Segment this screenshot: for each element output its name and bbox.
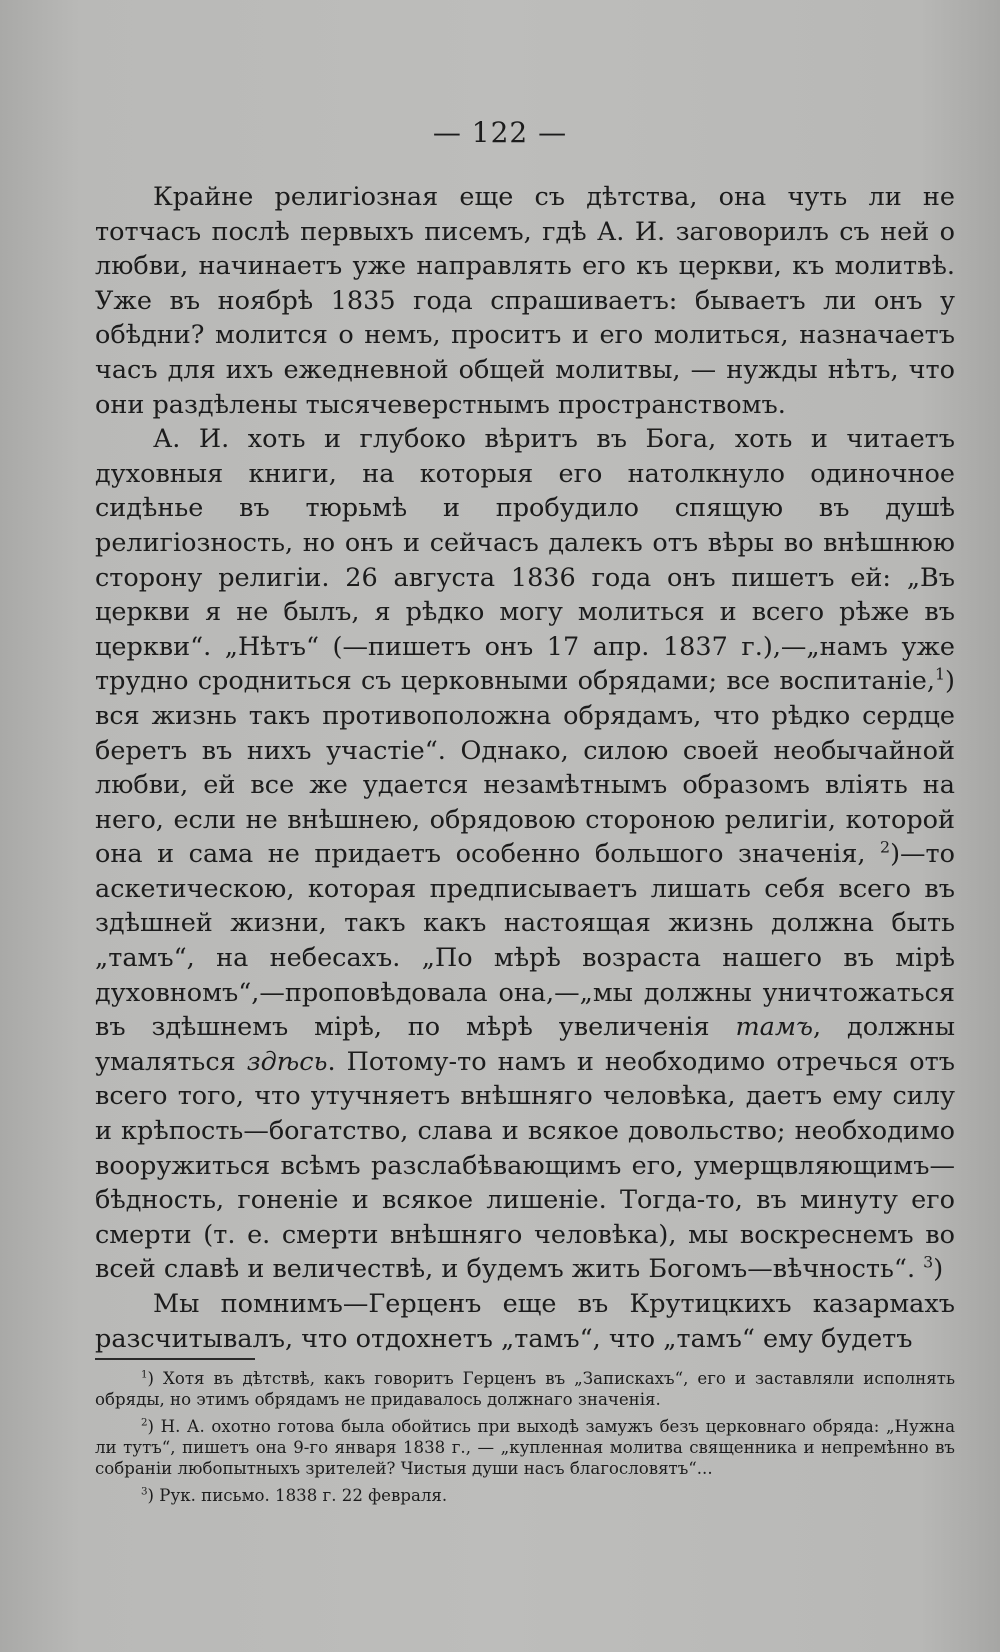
- paragraph-2-part-c: )—то аскетическою, которая предписываетъ лишать себя всего въ здѣшней жизни, такъ какъ настоящая жизнь должна быть „тамъ“, на небесахъ. „По мѣрѣ возраста нашего въ мірѣ духовномъ“,—проповѣдовала она,—„мы должны уничтожаться въ здѣшнемъ мірѣ, по мѣрѣ увеличенія: [95, 839, 955, 1043]
- footnote-divider: [95, 1358, 255, 1360]
- footnote-1: [95, 1368, 955, 1410]
- paragraph-2: [95, 422, 955, 1287]
- paragraph-2-part-f: ): [933, 1254, 944, 1285]
- footnote-1-text: ) Хотя въ дѣтствѣ, какъ говоритъ Герценъ въ „Запискахъ“, его и заставляли исполнять обряды, но этимъ обрядамъ не придавалось должнаго значенія.: [95, 1369, 955, 1409]
- paragraph-3: Мы помнимъ—Герценъ еще въ Крутицкихъ казармахъ разсчитывалъ, что отдохнетъ „тамъ“, что „тамъ“ ему будетъ: [95, 1289, 955, 1354]
- footnote-ref-3: 3: [923, 1252, 934, 1272]
- footnote-2: [95, 1416, 955, 1479]
- footnote-mark-2: 2: [141, 1416, 148, 1429]
- page-number: — 122 —: [432, 116, 568, 149]
- paragraph-1: Крайне религіозная еще съ дѣтства, она чуть ли не тотчасъ послѣ первыхъ писемъ, гдѣ А. И. заговорилъ съ ней о любви, начинаетъ уже направлять его къ церкви, къ молитвѣ. Уже въ ноябрѣ 1835 года спрашиваетъ: бываетъ ли онъ у обѣдни? молится о немъ, проситъ и его молиться, назначаетъ часъ для ихъ ежедневной общей молитвы, — нужды нѣтъ, что они раздѣлены тысячеверстнымъ пространствомъ.: [95, 182, 955, 420]
- paragraph-2-part-e: . Потому-то намъ и необходимо отречься отъ всего того, что утучняетъ внѣшняго человѣка, даетъ ему силу и крѣпость—богатство, слава и всякое довольство; необходимо вооружиться всѣмъ разслабѣвающимъ его, умерщвляющимъ—бѣдность, гоненіе и всякое лишеніе. Тогда-то, въ минуту его смерти (т. е. смерти внѣшняго человѣка), мы воскреснемъ во всей славѣ и величествѣ, и будемъ жить Богомъ—вѣчность“.: [95, 1046, 955, 1285]
- italic-word-tam: тамъ: [735, 1012, 814, 1043]
- footnotes: [95, 1368, 955, 1512]
- footnote-2-text: ) Н. А. охотно готова была обойтись при выходѣ замужъ безъ церковнаго обряда: „Нужна ли тутъ“, пишетъ она 9-го января 1838 г., — „купленная молитва священника и непремѣнно въ собраніи любопытныхъ зрителей? Чистыя души насъ благословятъ“...: [95, 1417, 955, 1478]
- footnote-mark-3: 3: [141, 1485, 148, 1498]
- footnote-3-text: ) Рук. письмо. 1838 г. 22 февраля.: [147, 1486, 448, 1505]
- paragraph-2-part-d: , должны умаляться: [95, 1012, 956, 1077]
- main-text: [95, 180, 955, 1356]
- paragraph-2-part-b: ) вся жизнь такъ противоположна обрядамъ, что рѣдко сердце беретъ въ нихъ участіе“. Однако, силою своей необычайной любви, ей все же удается незамѣтнымъ образомъ вліять на него, если не внѣшнею, обрядовою стороною религіи, которой она и сама не придаетъ особенно большого значенія,: [95, 666, 955, 870]
- paragraph-2-part-a: А. И. хоть и глубоко вѣритъ въ Бога, хоть и читаетъ духовныя книги, на которыя его натолкнуло одиночное сидѣнье въ тюрьмѣ и пробудило спящую въ душѣ религіозность, но онъ и сейчасъ далекъ отъ вѣры во внѣшнюю сторону религіи. 26 августа 1836 года онъ пишетъ ей: „Въ церкви я не былъ, я рѣдко могу молиться и всего рѣже въ церкви“. „Нѣтъ“ (—пишетъ онъ 17 апр. 1837 г.),—„намъ уже трудно сродниться съ церковными обрядами; все воспитаніе,: [95, 424, 955, 697]
- footnote-ref-2: 2: [880, 837, 891, 857]
- footnote-3: [95, 1485, 955, 1506]
- italic-word-zdes: здѣсь: [246, 1046, 328, 1077]
- footnote-mark-1: 1: [141, 1368, 148, 1381]
- footnote-ref-1: 1: [934, 664, 946, 684]
